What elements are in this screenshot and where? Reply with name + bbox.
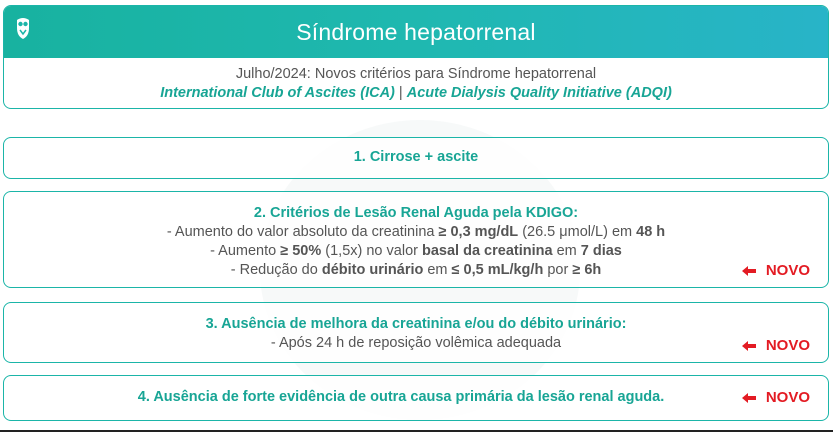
criterion-3-line-1: - Após 24 h de reposição volêmica adequada <box>270 335 562 351</box>
criterion-2-line-2: - Aumento ≥ 50% (1,5x) no valor basal da creatinina em 7 dias <box>210 243 622 259</box>
org-separator: | <box>394 85 407 101</box>
criterion-2-heading: 2. Critérios de Lesão Renal Aguda pela KDIGO: <box>253 205 579 221</box>
bottom-rule <box>0 430 833 432</box>
criterion-2-line-1: - Aumento do valor absoluto da creatinina ≥ 0,3 mg/dL (26.5 μmol/L) em 48 h <box>166 224 666 240</box>
title-bar <box>4 6 828 58</box>
org-adqi: Acute Dialysis Quality Initiative (ADQI) <box>406 85 672 101</box>
criterion-3-card <box>3 302 829 363</box>
new-badge-3: NOVO <box>742 336 810 355</box>
owl-logo-icon <box>15 16 31 40</box>
criterion-4-heading: 4. Ausência de forte evidência de outra causa primária da lesão renal aguda. <box>137 389 665 405</box>
criterion-2-card <box>3 191 829 288</box>
criterion-1-card <box>3 137 829 179</box>
org-ica: International Club of Ascites (ICA) <box>160 85 395 101</box>
criterion-2-line-3: - Redução do débito urinário em ≤ 0,5 mL/kg/h por ≥ 6h <box>230 262 602 278</box>
header-card <box>3 5 829 109</box>
page-title: Síndrome hepatorrenal <box>296 18 536 45</box>
arrow-left-icon <box>742 341 756 351</box>
arrow-left-icon <box>742 266 756 276</box>
date-line: Julho/2024: Novos critérios para Síndrome hepatorrenal <box>235 66 597 82</box>
subtitle <box>4 58 828 103</box>
criterion-3-heading: 3. Ausência de melhora da creatinina e/ou do débito urinário: <box>205 316 627 332</box>
new-badge-4: NOVO <box>742 388 810 407</box>
arrow-left-icon <box>742 393 756 403</box>
organizations-line <box>4 84 828 103</box>
criterion-4-card <box>3 375 829 421</box>
new-badge-2: NOVO <box>742 261 810 280</box>
criterion-1-heading: 1. Cirrose + ascite <box>353 149 479 165</box>
